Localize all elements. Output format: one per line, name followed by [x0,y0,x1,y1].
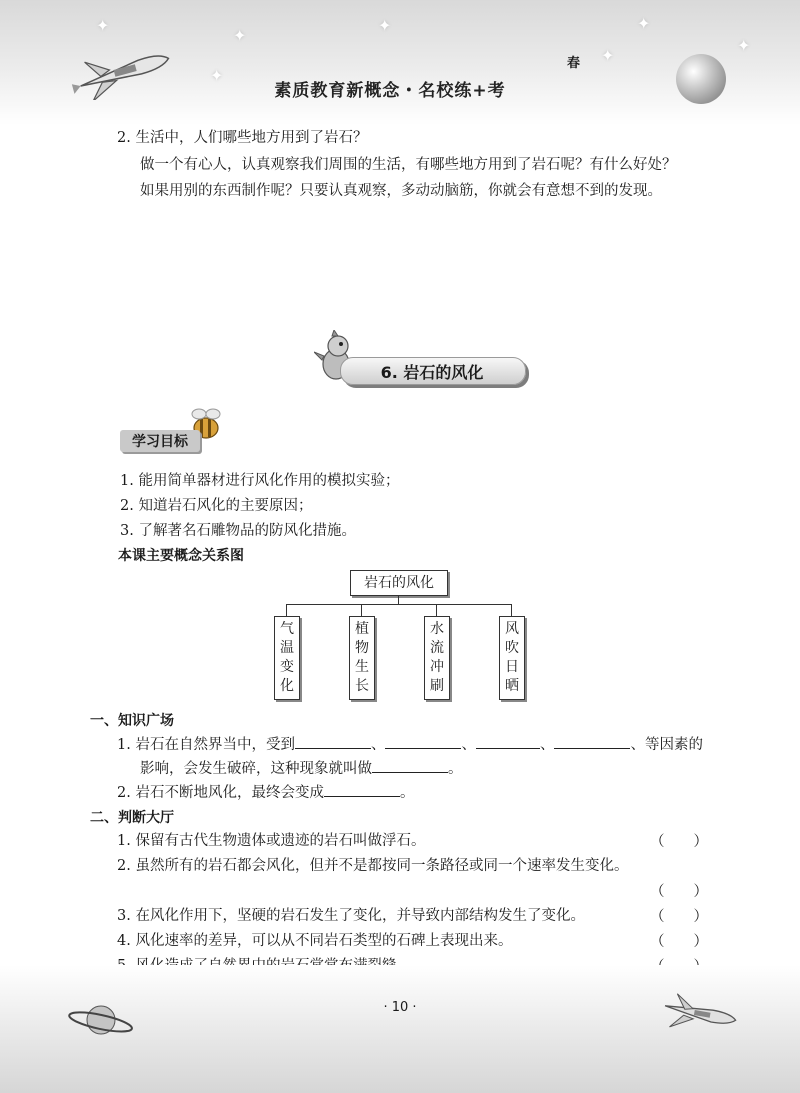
star-icon: ✦ [601,46,615,65]
question-text: 。 [448,761,463,777]
star-icon: ✦ [637,14,651,33]
answer-blank[interactable] [372,757,448,773]
section-heading: 一、知识广场 [90,713,174,729]
goal-item: 2. 知道岩石风化的主要原因； [120,498,313,514]
question-text: 。 [399,785,415,801]
answer-blank[interactable] [476,733,540,749]
concept-char: 吹 [505,640,519,656]
separator: 、 [461,737,476,753]
concept-map-child [274,616,300,700]
prev-question-line: 如果用别的东西制作呢？只要认真观察，多动动脑筋，你就会有意想不到的发现。 [140,183,662,199]
concept-char: 生 [355,659,369,675]
concept-map-child [424,616,450,700]
learning-goals-label: 学习目标 [132,434,188,450]
goal-item: 3. 了解著名石雕物品的防风化措施。 [120,523,356,539]
question-text: 、等因素的 [630,737,703,753]
concept-char: 水 [430,621,444,637]
connector-line [286,604,287,616]
concept-map-title: 本课主要概念关系图 [118,548,244,564]
fill-question-1-line2 [140,757,463,780]
lesson-title: 6. 岩石的风化 [380,363,484,382]
concept-char: 变 [280,659,294,675]
star-icon: ✦ [96,16,110,35]
connector-line [398,596,399,604]
connector-line [511,604,512,616]
concept-char: 温 [280,640,294,656]
planet-icon [66,998,136,1042]
judge-item: 4. 风化速率的差异，可以从不同岩石类型的石碑上表现出来。 [117,933,513,949]
concept-char: 化 [280,678,294,694]
prev-question-title: 2. 生活中，人们哪些地方用到了岩石？ [117,130,368,146]
answer-paren[interactable]: （ ） [650,834,708,850]
question-text: 影响，会发生破碎，这种现象就叫做 [140,761,372,777]
answer-blank[interactable] [385,733,461,749]
star-icon: ✦ [378,16,392,35]
space-shuttle-icon [70,40,180,100]
concept-char: 物 [355,640,369,656]
connector-line [361,604,362,616]
page-number: · 10 · [383,1000,417,1015]
concept-char: 晒 [505,678,519,694]
star-icon: ✦ [737,36,751,55]
answer-blank[interactable] [295,733,371,749]
concept-char: 日 [505,659,519,675]
answer-paren[interactable]: （ ） [650,934,708,950]
concept-map-root: 岩石的风化 [350,570,448,596]
judge-item: 3. 在风化作用下，坚硬的岩石发生了变化，并导致内部结构发生了变化。 [117,908,585,924]
question-text: 2. 岩石不断地风化，最终会变成 [117,785,324,801]
concept-map-child [349,616,375,700]
judge-item: 1. 保留有古代生物遗体或遗迹的岩石叫做浮石。 [117,833,426,849]
answer-blank[interactable] [324,781,400,797]
answer-blank[interactable] [554,733,630,749]
concept-char: 植 [355,621,369,637]
separator: 、 [370,737,386,753]
star-icon: ✦ [210,66,224,85]
concept-char: 长 [355,678,369,694]
separator: 、 [539,737,555,753]
concept-char: 刷 [430,678,444,694]
season-label: 春 [567,56,581,71]
fill-question-2 [117,781,414,804]
answer-paren[interactable]: （ ） [650,909,708,925]
section-heading: 二、判断大厅 [90,810,174,826]
concept-char: 流 [430,640,444,656]
question-text: 1. 岩石在自然界当中，受到 [117,737,295,753]
connector-line [436,604,437,616]
space-shuttle-icon [660,990,740,1040]
concept-char: 风 [505,621,519,637]
globe-icon [676,54,726,104]
concept-map-child [499,616,525,700]
concept-char: 气 [280,621,294,637]
judge-item: 2. 虽然所有的岩石都会风化，但并不是都按同一条路径或同一个速率发生变化。 [117,858,629,874]
fill-question-1 [117,733,703,756]
connector-line [286,604,512,605]
prev-question-line: 做一个有心人，认真观察我们周围的生活，有哪些地方用到了岩石呢？有什么好处？ [140,157,677,173]
answer-paren[interactable]: （ ） [650,884,708,900]
series-title: 素质教育新概念・名校练+考 [274,81,506,101]
star-icon: ✦ [233,26,247,45]
goal-item: 1. 能用简单器材进行风化作用的模拟实验； [120,473,400,489]
concept-char: 冲 [430,659,444,675]
